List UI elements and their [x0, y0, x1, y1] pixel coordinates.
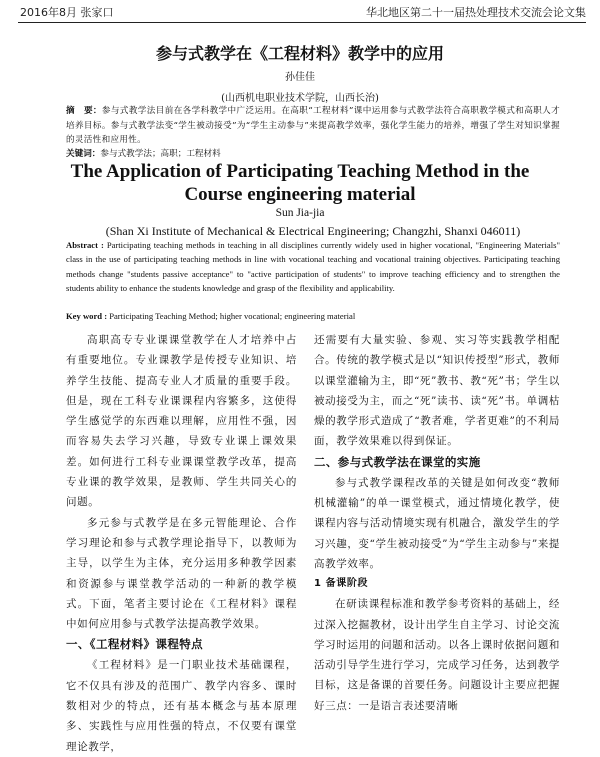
body-paragraph: 参与式教学课程改革的关键是如何改变“教师机械灌输”的单一课堂模式，通过情境化教学，使课程内容与活动情境实现有机融合，激发学生的学习兴趣，变“学生被动接受”为“学生主动参与”来提高教学效率。: [314, 476, 560, 570]
abstract-en-text: Participating teaching methods in teaching in all disciplines currently widely used in higher vocational, "Engineering Materials" class in the use of participating teaching methods in line with vocational teaching and vocational training objectives. Participating teaching methods change "students passive acceptance" to "active participation of students" to improve teaching efficiency and to strengthen the students ability to enhance the students knowledge and grasp of the flexibility and applicability.: [66, 240, 560, 293]
abstract-cn-text: 参与式教学法目前在各学科教学中广泛运用。在高职“工程材料”课中运用参与式教学法符合高职教学模式和高职人才培养目标。参与式教学法变“学生被动接受”为“学生主动参与”来提高教学效率，强化学生能力的培养，增强了学生对知识掌握的灵活性和应用性。: [66, 106, 561, 145]
body-column-left: [66, 330, 297, 757]
body-column-right: [314, 330, 560, 716]
paper-title-cn: 参与式教学在《工程材料》教学中的应用: [155, 44, 444, 63]
affiliation-cn: (山西机电职业技术学院，山西长治): [221, 93, 379, 104]
keywords-en-label: Key word :: [66, 311, 108, 321]
running-header: [18, 4, 586, 23]
body-paragraph: 高职高专专业课课堂教学在人才培养中占有重要地位。专业课教学是传授专业知识、培养学生技能、提高专业人才质量的重要手段。但是，现在工科专业课课程内容繁多，这使得学生感觉学的东西难以理解，应用性不强，因而容易失去学习兴趣，导致专业课上课效果差。如何进行工科专业课课堂教学改革，提高专业课的教学效果，是教师、学生共同关心的问题。: [66, 334, 297, 509]
abstract-en: [66, 238, 560, 295]
abstract-cn-label: 摘 要：: [66, 106, 102, 116]
keywords-en: [66, 310, 560, 322]
subsection-heading: 1 备课阶段: [314, 578, 369, 590]
header-proceedings-title: 华北地区第二十一届热处理技术交流会论文集: [366, 6, 586, 19]
body-paragraph: 多元参与式教学是在多元智能理论、合作学习理论和参与式教学理论指导下，以教师为主导，以学生为主体，充分运用多种教学因素和资源参与课堂教学活动的一种新的教学模式。下面，笔者主要讨论在《工程材料》课程中如何应用参与式教学法提高教学效果。: [66, 516, 297, 631]
keywords-en-text: Participating Teaching Method; higher vocational; engineering material: [107, 311, 356, 321]
keywords-cn-label: 关键词：: [66, 149, 101, 159]
abstract-cn: [66, 104, 560, 148]
affiliation-en: (Shan Xi Institute of Mechanical & Electrical Engineering; Changzhi, Shanxi 046011): [105, 224, 521, 238]
keywords-cn-text: 参与式教学法；高职；工程材料: [100, 149, 221, 159]
author-cn: 孙佳佳: [285, 72, 315, 83]
keywords-cn: [66, 147, 560, 161]
section-heading: 二、参与式教学法在课堂的实施: [314, 454, 481, 469]
paper-title-en: The Application of Participating Teaching Method in the Course engineering material: [70, 161, 530, 205]
author-en: Sun Jia-jia: [275, 207, 325, 219]
abstract-en-label: Abstract :: [66, 240, 104, 250]
header-date-location: 2016年8月 张家口: [20, 6, 114, 19]
body-paragraph: 《工程材料》是一门职业技术基础课程，它不仅具有涉及的范围广、教学内容多、课时数相对少的特点，还有基本概念与基本原理多、实践性与应用性强的特点，不仅要有课堂理论教学，: [66, 659, 297, 753]
body-paragraph: 还需要有大量实验、参观、实习等实践教学相配合。传统的教学模式是以“知识传授型”形式，教师以课堂灌输为主，即“死”教书、教“死”书；学生以被动接受为主，而之“死”读书、读“死”书。单调枯燥的教学形式造成了“教者难，学者更难”的不利局面，教学效果难以得到保证。: [314, 334, 560, 448]
section-heading: 一、《工程材料》课程特点: [66, 637, 204, 652]
body-paragraph: 在研读课程标准和教学参考资料的基础上，经过深入挖掘教材，设计出学生自主学习、讨论交流学习时运用的问题和活动。以各上课时依据问题和活动引导学生进行学习，完成学习任务，达到教学目标，这是备课的首要任务。问题设计主要应把握好三点：一是语言表述要清晰: [314, 598, 560, 712]
